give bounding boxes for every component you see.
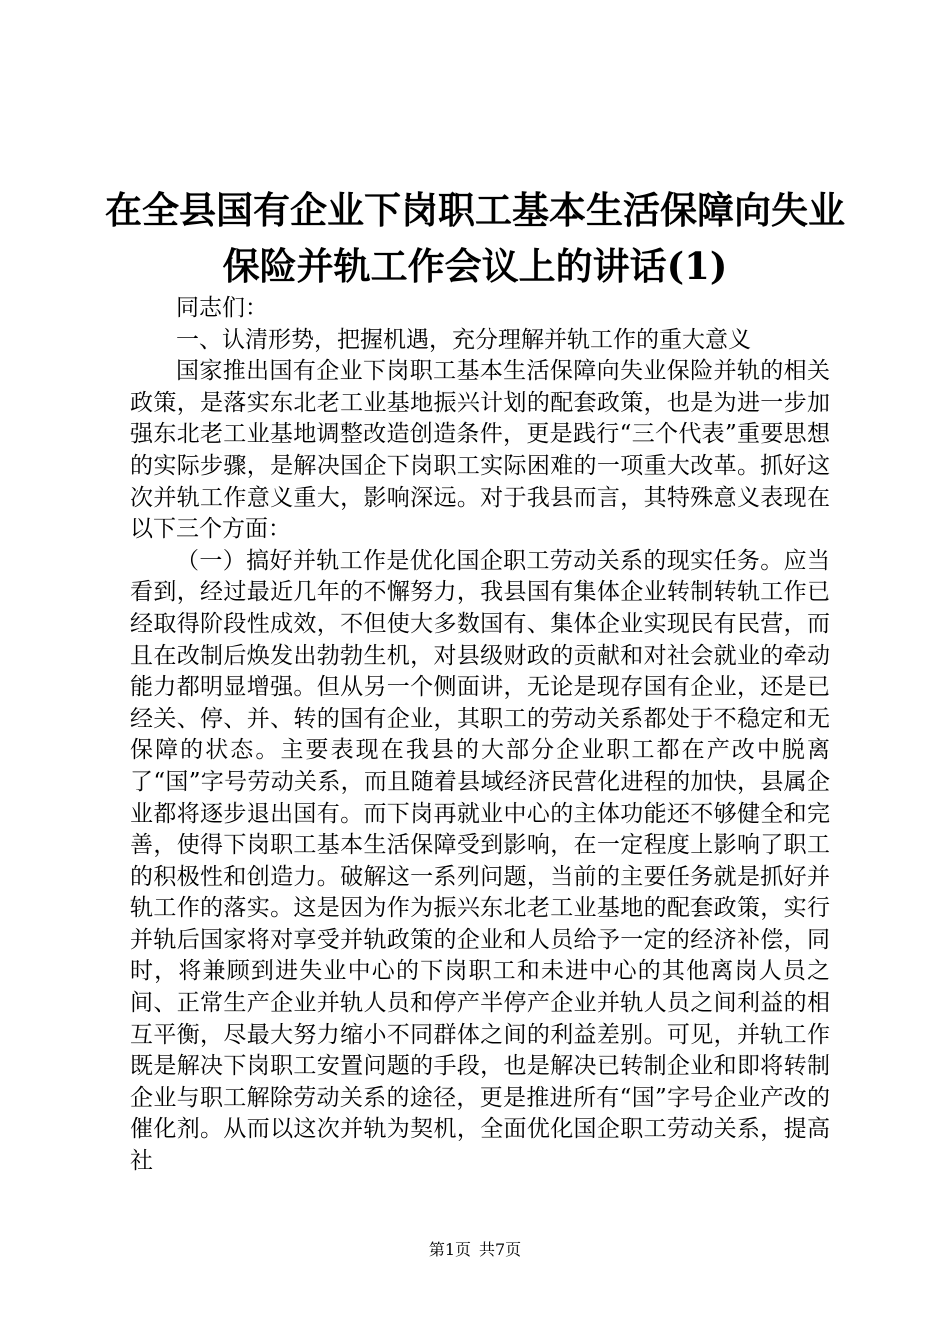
page-footer: [0, 1240, 950, 1260]
body-paragraph: （一）搞好并轨工作是优化国企职工劳动关系的现实任务。应当看到，经过最近几年的不懈努力，我县国有集体企业转制转轨工作已经取得阶段性成效，不但使大多数国有、集体企业实现民有民营，而且在改制后焕发出勃勃生机，对县级财政的贡献和对社会就业的牵动能力都明显增强。但从另一个侧面讲，无论是现存国有企业，还是已经关、停、并、转的国有企业，其职工的劳动关系都处于不稳定和无保障的状态。主要表现在我县的大部分企业职工都在产改中脱离了“国”字号劳动关系，而且随着县域经济民营化进程的加快，县属企业都将逐步退出国有。而下岗再就业中心的主体功能还不够健全和完善，使得下岗职工基本生活保障受到影响，在一定程度上影响了职工的积极性和创造力。破解这一系列问题，当前的主要任务就是抓好并轨工作的落实。这是因为作为振兴东北老工业基地的配套政策，实行并轨后国家将对享受并轨政策的企业和人员给予一定的经济补偿，同时，将兼顾到进失业中心的下岗职工和未进中心的其他离岗人员之间、正常生产企业并轨人员和停产半停产企业并轨人员之间利益的相互平衡，尽最大努力缩小不同群体之间的利益差别。可见，并轨工作既是解决下岗职工安置问题的手段，也是解决已转制企业和即将转制企业与职工解除劳动关系的途径，更是推进所有“国”字号企业产改的催化剂。从而以这次并轨为契机，全面优化国企职工劳动关系，提高社: [130, 547, 830, 1175]
section-heading: 一、认清形势，把握机遇，充分理解并轨工作的重大意义: [176, 326, 751, 353]
page-total: 共7页: [479, 1240, 522, 1259]
document-title-line-2: 保险并轨工作会议上的讲话(1): [222, 244, 728, 288]
body-paragraph: 国家推出国有企业下岗职工基本生活保障向失业保险并轨的相关政策，是落实东北老工业基地振兴计划的配套政策，也是为进一步加强东北老工业基地调整改造创造条件，更是践行“三个代表”重要思想的实际步骤，是解决国企下岗职工实际困难的一项重大改革。抓好这次并轨工作意义重大，影响深远。对于我县而言，其特殊意义表现在以下三个方面：: [130, 358, 830, 543]
salutation: 同志们：: [176, 295, 268, 321]
page-number: 第1页: [428, 1240, 471, 1259]
document-title-line-1: 在全县国有企业下岗职工基本生活保障向失业: [105, 188, 845, 232]
document-body: [130, 293, 830, 1178]
